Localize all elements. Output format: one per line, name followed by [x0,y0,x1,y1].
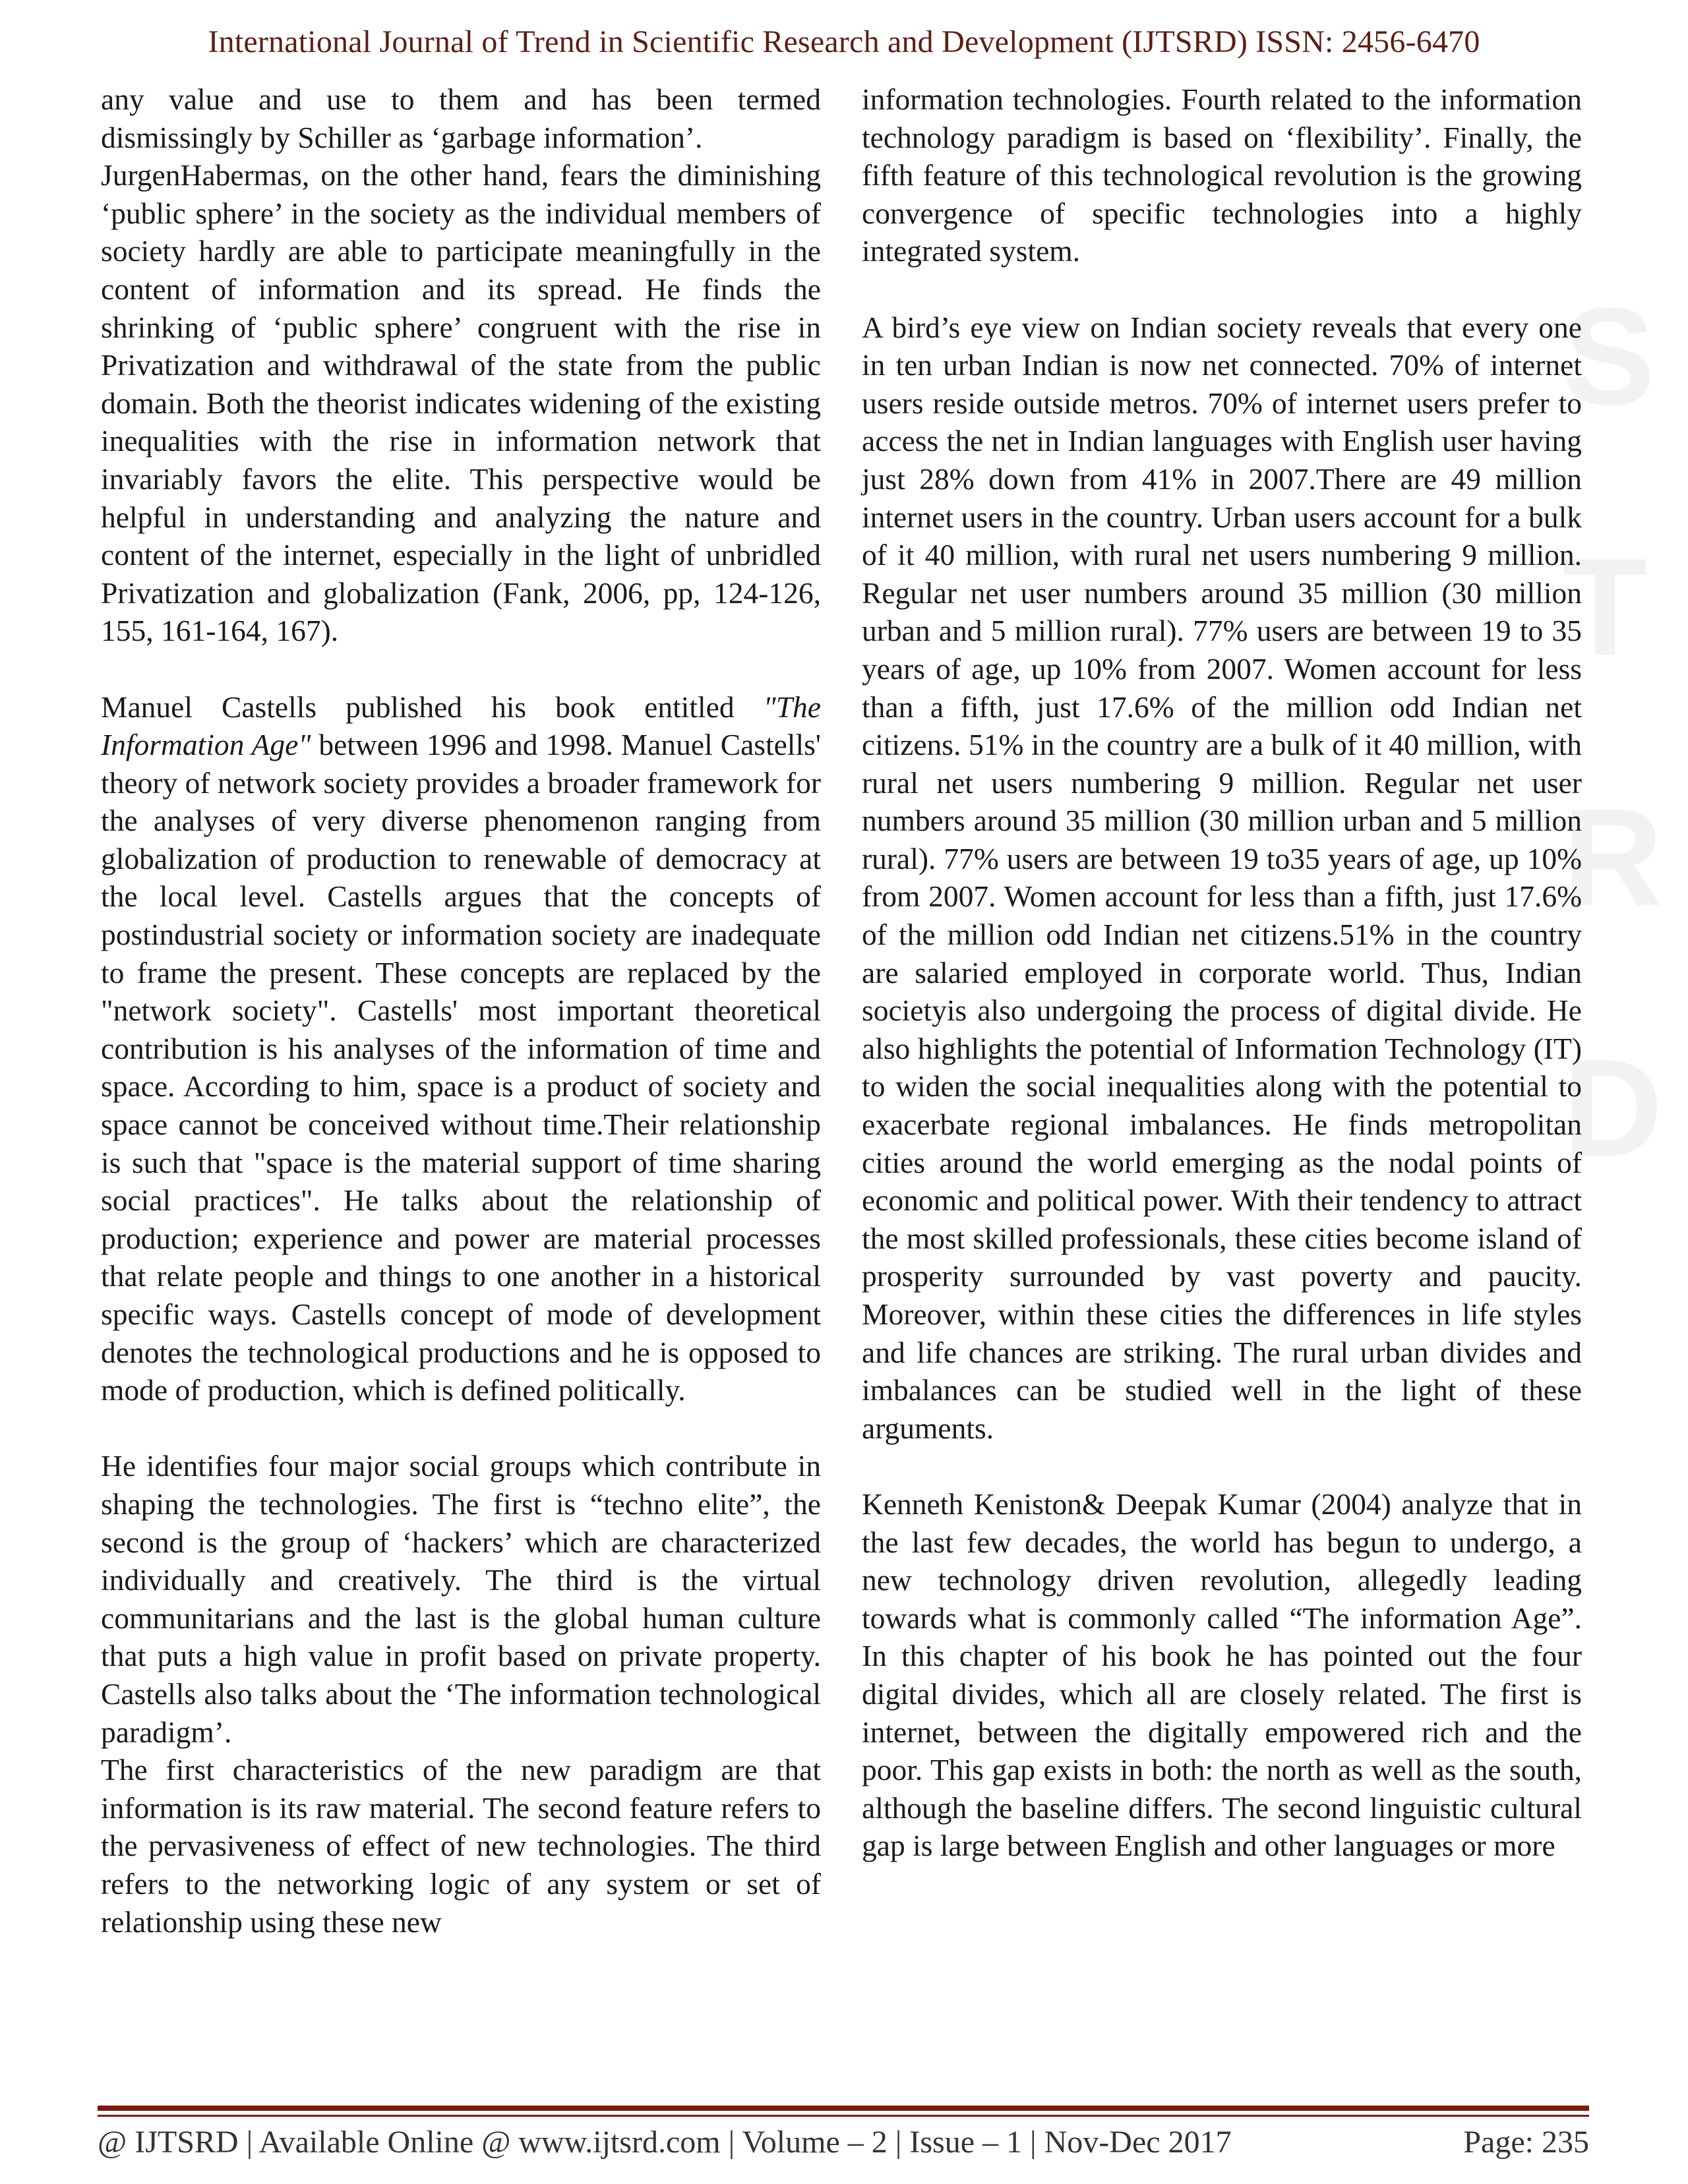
footer-rule-thin [98,2115,1589,2117]
paragraph-text: Manuel Castells published his book entitled [101,690,764,724]
right-column [862,80,1582,1865]
paragraph: He identifies four major social groups which contribute in shaping the technologies. The first is “techno elite”, the second is the group of ‘hackers’ which are characterized individually and creatively. The third is the virtual communitarians and the last is the global human culture that puts a high value in profit based on private property. Castells also talks about the ‘The information technological paradigm’. [101,1449,821,1749]
page-number: Page: 235 [1463,2125,1589,2160]
left-column [101,80,821,1941]
footer-rule-thick [98,2106,1589,2111]
paragraph: A bird’s eye view on Indian society reveals that every one in ten urban Indian is now net connected. 70% of internet users reside outside metros. 70% of internet users prefer to access the net in Indian languages with English user having just 28% down from 41% in 2007.There are 49 million internet users in the country. Urban users account for a bulk of it 40 million, with rural net users numbering 9 million. Regular net user numbers around 35 million (30 million urban and 5 million rural). 77% users are between 19 to 35 years of age, up 10% from 2007. Women account for less than a fifth, just 17.6% of the million odd Indian net citizens. 51% in the country are a bulk of it 40 million, with rural net users numbering 9 million. Regular net user numbers around 35 million (30 million urban and 5 million rural). 77% users are between 19 to35 years of age, up 10% from 2007. Women account for less than a fifth, just 17.6% of the million odd Indian net citizens.51% in the country are salaried employed in corporate world. Thus, Indian societyis also undergoing the process of digital divide. He also highlights the potential of Information Technology (IT) to widen the social inequalities along with the potential to exacerbate regional imbalances. He finds metropolitan cities around the world emerging as the nodal points of economic and political power. With their tendency to attract the most skilled professionals, these cities become island of prosperity surrounded by vast poverty and paucity. Moreover, within these cities the differences in life styles and life chances are striking. The rural urban divides and imbalances can be studied well in the light of these arguments. [862,310,1582,1445]
journal-watermark: S T R D [1563,279,1663,1185]
page-footer [98,2124,1589,2166]
paragraph: information technologies. Fourth related to the information technology paradigm is based on ‘flexibility’. Finally, the fifth feature of this technological revolution is the growing convergence of specific technologies into a highly integrated system. [862,82,1582,268]
paragraph-text: between 1996 and 1998. Manuel Castells' theory of network society provides a broader framework for the analyses of very diverse phenomenon ranging from globalization of production to renewable of democracy at the local level. Castells argues that the concepts of postindustrial society or information society are inadequate to frame the present. These concepts are replaced by the "network society". Castells' most important theoretical contribution is his analyses of the information of time and space. According to him, space is a product of society and space cannot be conceived without time.Their relationship is such that "space is the material support of time sharing social practices". He talks about the relationship of production; experience and power are material processes that relate people and things to one another in a historical specific ways. Castells concept of mode of development denotes the technological productions and he is opposed to mode of production, which is defined politically. [101,728,821,1407]
paragraph: JurgenHabermas, on the other hand, fears the diminishing ‘public sphere’ in the society as the individual members of society hardly are able to participate meaningfully in the content of information and its spread. He finds the shrinking of ‘public sphere’ congruent with the rise in Privatization and withdrawal of the state from the public domain. Both the theorist indicates widening of the existing inequalities with the rise in information network that invariably favors the elite. This perspective would be helpful in understanding and analyzing the nature and content of the internet, especially in the light of unbridled Privatization and globalization (Fank, 2006, pp, 124-126, 155, 161-164, 167). [101,158,821,648]
paragraph: Kenneth Keniston& Deepak Kumar (2004) analyze that in the last few decades, the world has begun to undergo, a new technology driven revolution, allegedly leading towards what is commonly called “The information Age”. In this chapter of his book he has pointed out the four digital divides, which all are closely related. The first is internet, between the digitally empowered rich and the poor. This gap exists in both: the north as well as the south, although the baseline differs. The second linguistic cultural gap is large between English and other languages or more [862,1487,1582,1863]
book-title: "The Information Age" [101,690,821,762]
footer-info: @ IJTSRD | Available Online @ www.ijtsrd.com | Volume – 2 | Issue – 1 | Nov-Dec 2017 [98,2125,1232,2160]
paragraph: The first characteristics of the new paradigm are that information is its raw material. The second feature refers to the pervasiveness of effect of new technologies. The third refers to the networking logic of any system or set of relationship using these new [101,1753,821,1939]
paragraph [101,688,821,1409]
journal-header: International Journal of Trend in Scientific Research and Development (IJTSRD) ISSN: 2456-6470 [208,24,1480,59]
paragraph: any value and use to them and has been termed dismissingly by Schiller as ‘garbage information’. [101,82,821,154]
